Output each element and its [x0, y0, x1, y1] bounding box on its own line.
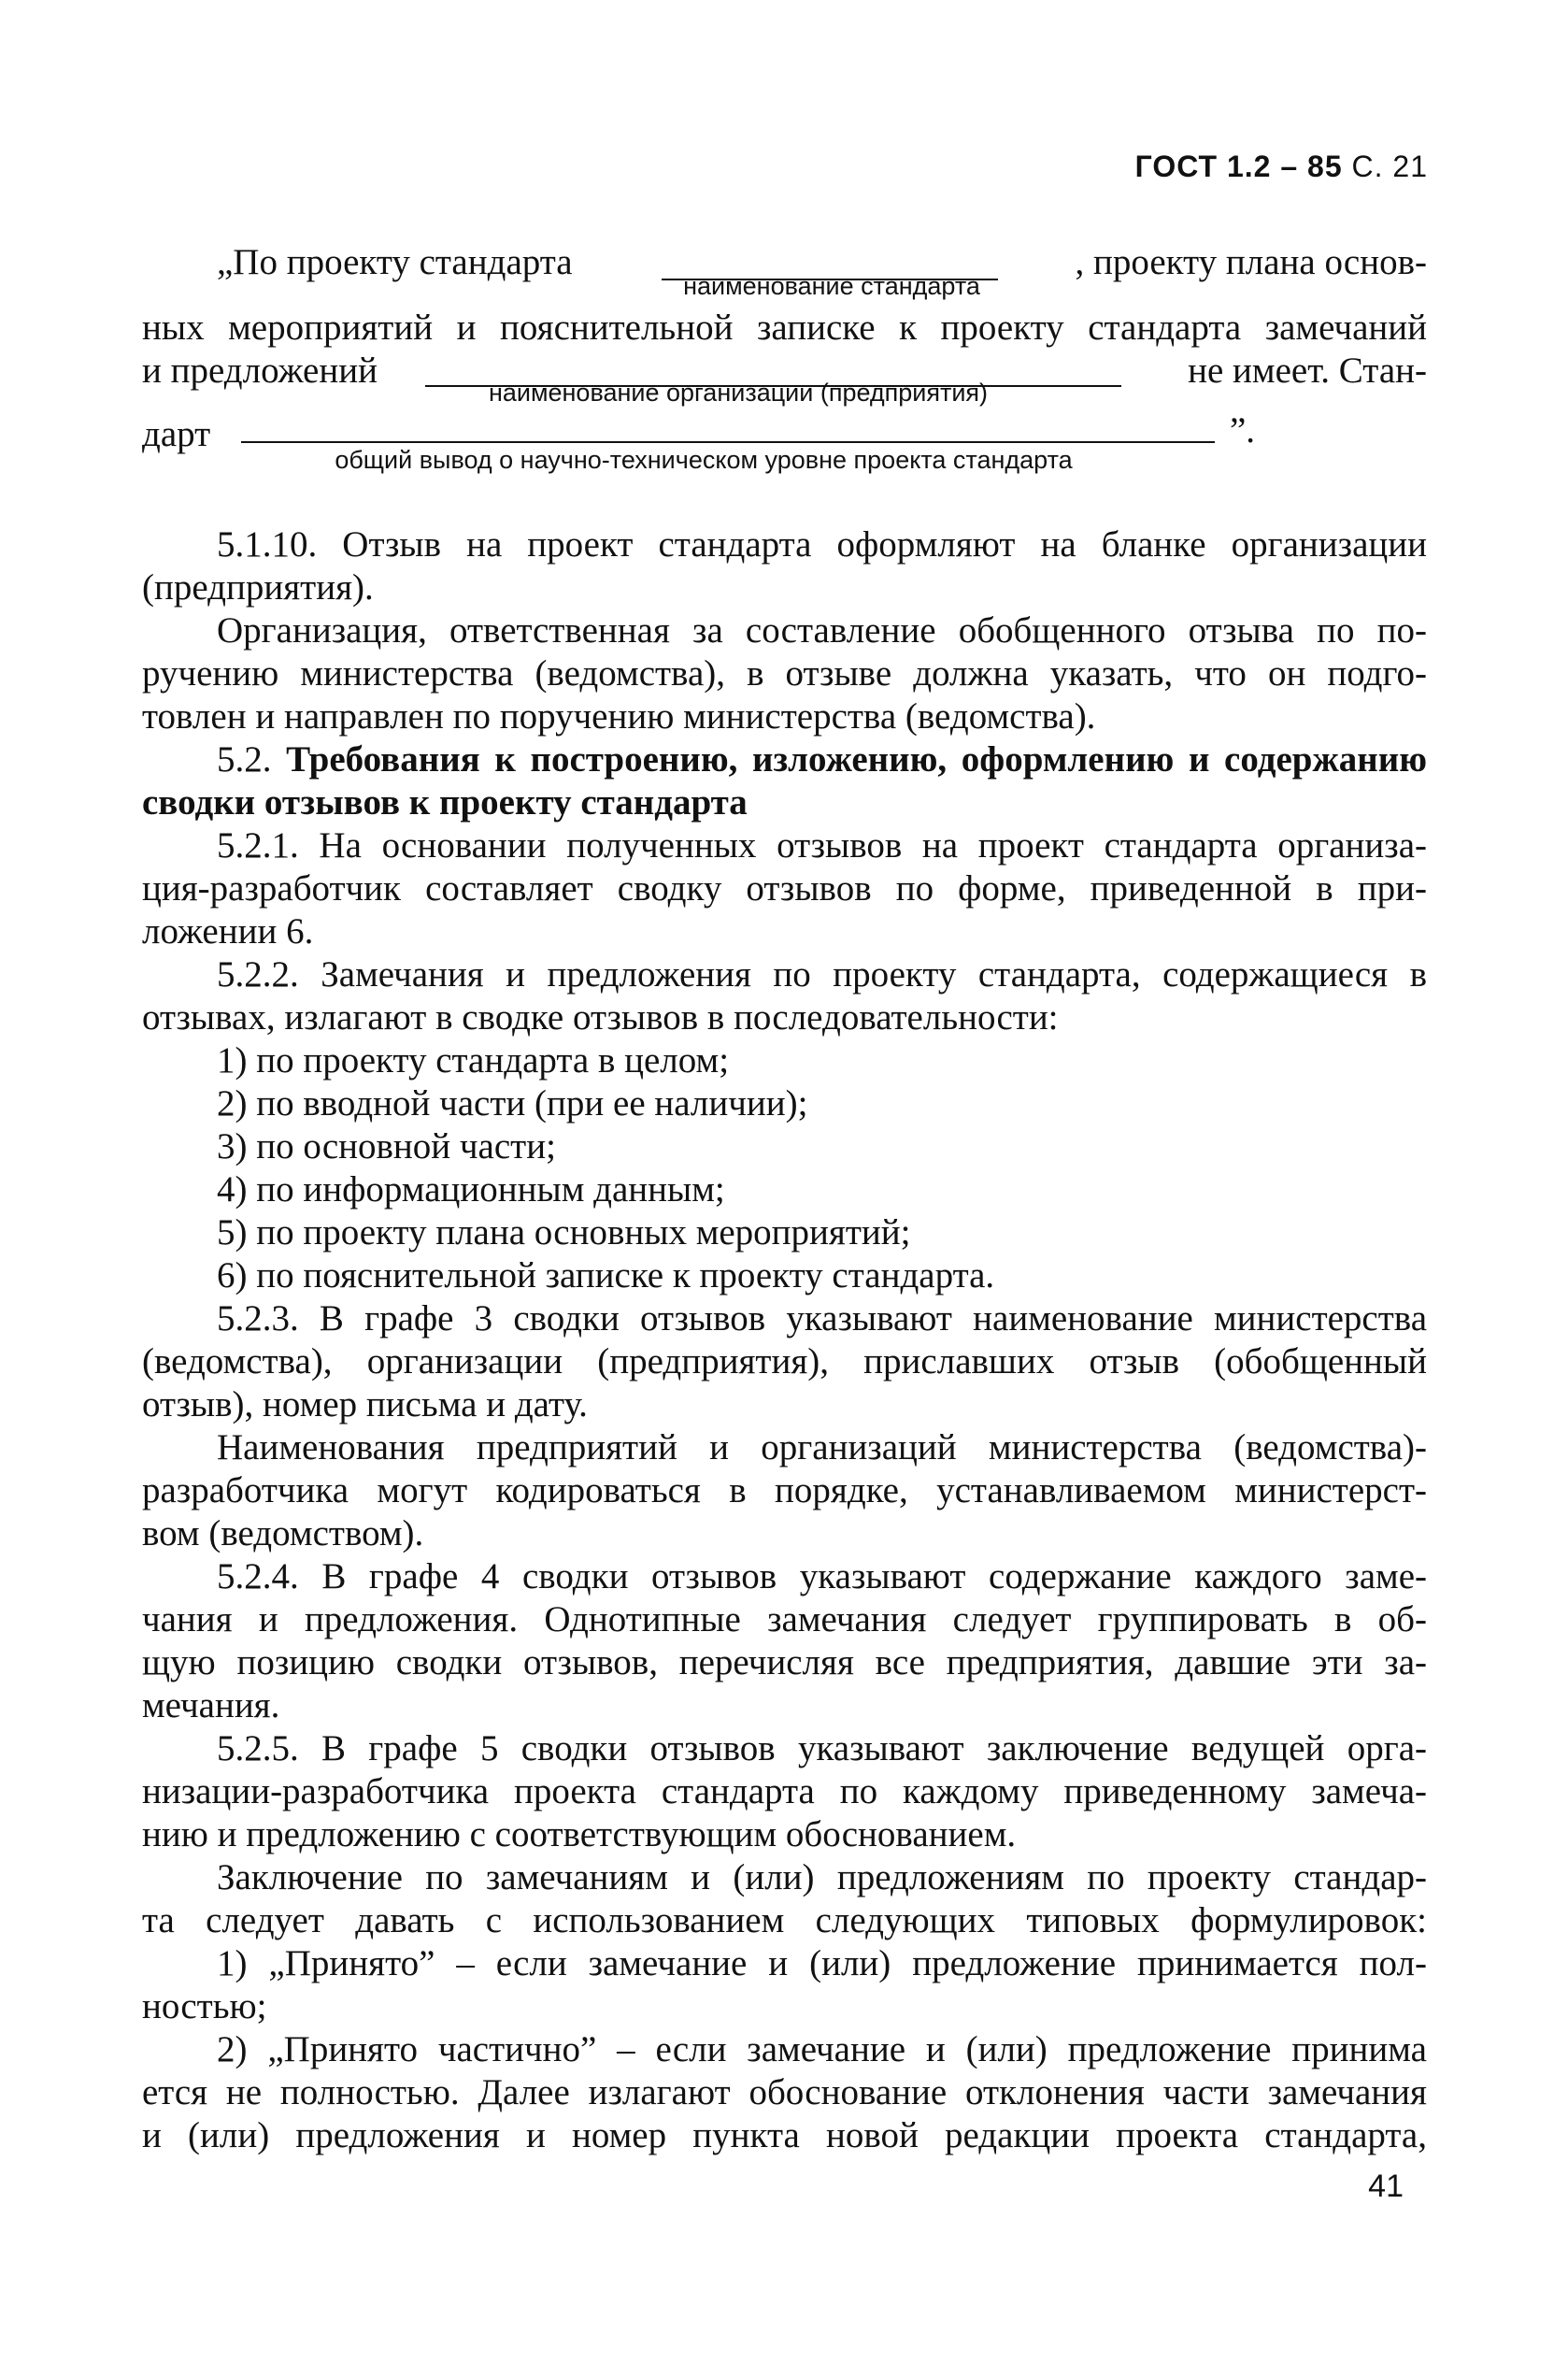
page-number: 41 [1368, 2169, 1404, 2204]
formulation-2-line2: ется не полностью. Далее излагают обоснование отклонения части замечания [142, 2072, 1427, 2112]
paragraph-5-2-3-line3: отзыв), номер письма и дату. [142, 1384, 588, 1424]
section-5-2-heading [142, 738, 1427, 781]
paragraph-5-2-2-line2: отзывах, излагают в сводке отзывов в последовательности: [142, 997, 1059, 1038]
paragraph-org-line3: товлен и направлен по поручению министерства (ведомства). [142, 696, 1096, 737]
blank-line-conclusion [241, 441, 1215, 443]
form-line2: ных мероприятий и пояснительной записке к проекту стандарта замечаний [142, 308, 1427, 348]
section-title-line2: сводки отзывов к проекту стандарта [142, 782, 748, 823]
paragraph-5-2-4-line2: чания и предложения. Однотипные замечания следует группировать в об- [142, 1599, 1427, 1639]
paragraph-5-2-5-line1: 5.2.5. В графе 5 сводки отзывов указывают заключение ведущей орга- [217, 1728, 1427, 1768]
section-number: 5.2. [217, 739, 272, 780]
paragraph-org-line2: ручению министерства (ведомства), в отзыве должна указать, что он подго- [142, 653, 1427, 694]
form-part5: дарт [142, 414, 211, 454]
section-title-line1: Требования к построению, изложению, оформлению и содержанию [286, 739, 1427, 780]
caption-organization: наименование организации (предприятия) [488, 379, 989, 407]
list-item-3: 3) по основной части; [217, 1126, 556, 1167]
header-page: С. 21 [1351, 150, 1428, 183]
paragraph-5-2-1-line3: ложении 6. [142, 911, 314, 952]
paragraph-5-2-3-line1: 5.2.3. В графе 3 сводки отзывов указывают наименование министерства [217, 1298, 1427, 1338]
form-part3: и предложений [142, 351, 378, 391]
paragraph-names-line3: вом (ведомством). [142, 1513, 424, 1553]
paragraph-conclusion-line1: Заключение по замечаниям и (или) предложениям по проекту стандар- [217, 1857, 1427, 1897]
paragraph-5-1-10-line2: (предприятия). [142, 567, 374, 608]
paragraph-5-2-1-line1: 5.2.1. На основании полученных отзывов на проект стандарта организа- [217, 825, 1427, 866]
standard-code: ГОСТ 1.2 – 85 [1134, 150, 1343, 183]
paragraph-5-2-5-line3: нию и предложению с соответствующим обоснованием. [142, 1814, 1017, 1854]
paragraph-5-2-4-line4: мечания. [142, 1685, 280, 1725]
form-part4: не имеет. Стан- [1188, 351, 1427, 391]
form-part2: , проекту плана основ- [1075, 242, 1427, 282]
caption-standard-name: наименование стандарта [683, 272, 980, 300]
list-item-5: 5) по проекту плана основных мероприятий; [217, 1212, 911, 1253]
caption-conclusion: общий вывод о научно-техническом уровне проекта стандарта [335, 446, 1073, 474]
formulation-1-line1: 1) „Принято” – если замечание и (или) предложение принимается пол- [217, 1943, 1427, 1983]
paragraph-5-2-5-line2: низации-разработчика проекта стандарта по каждому приведенному замеча- [142, 1771, 1427, 1811]
paragraph-5-2-1-line2: ция-разработчик составляет сводку отзывов по форме, приведенной в при- [142, 868, 1427, 909]
paragraph-5-2-3-line2: (ведомства), организации (предприятия), приславших отзыв (обобщенный [142, 1341, 1427, 1381]
formulation-2-line1: 2) „Принято частично” – если замечание и (или) предложение принима [217, 2029, 1427, 2069]
paragraph-names-line2: разработчика могут кодироваться в порядке, устанавливаемом министерст- [142, 1470, 1427, 1510]
list-item-4: 4) по информационным данным; [217, 1169, 725, 1210]
formulation-1-line2: ностью; [142, 1986, 267, 2026]
list-item-2: 2) по вводной части (при ее наличии); [217, 1083, 808, 1124]
list-item-1: 1) по проекту стандарта в целом; [217, 1040, 730, 1081]
paragraph-5-2-2-line1: 5.2.2. Замечания и предложения по проекту стандарта, содержащиеся в [217, 954, 1427, 995]
paragraph-5-2-4-line1: 5.2.4. В графе 4 сводки отзывов указывают содержание каждого заме- [217, 1556, 1427, 1596]
formulation-2-line3: и (или) предложения и номер пункта новой редакции проекта стандарта, [142, 2115, 1427, 2155]
form-part6: ”. [1230, 410, 1256, 451]
page-header [1135, 150, 1428, 184]
paragraph-names-line1: Наименования предприятий и организаций министерства (ведомства)- [217, 1427, 1427, 1467]
form-part1: „По проекту стандарта [217, 242, 573, 282]
paragraph-org-line1: Организация, ответственная за составление обобщенного отзыва по по- [217, 610, 1427, 651]
paragraph-conclusion-line2: та следует давать с использованием следующих типовых формулировок: [142, 1900, 1427, 1940]
paragraph-5-2-4-line3: щую позицию сводки отзывов, перечисляя все предприятия, давшие эти за- [142, 1642, 1427, 1682]
paragraph-5-1-10-line1: 5.1.10. Отзыв на проект стандарта оформляют на бланке организации [217, 524, 1427, 565]
list-item-6: 6) по пояснительной записке к проекту стандарта. [217, 1255, 995, 1296]
